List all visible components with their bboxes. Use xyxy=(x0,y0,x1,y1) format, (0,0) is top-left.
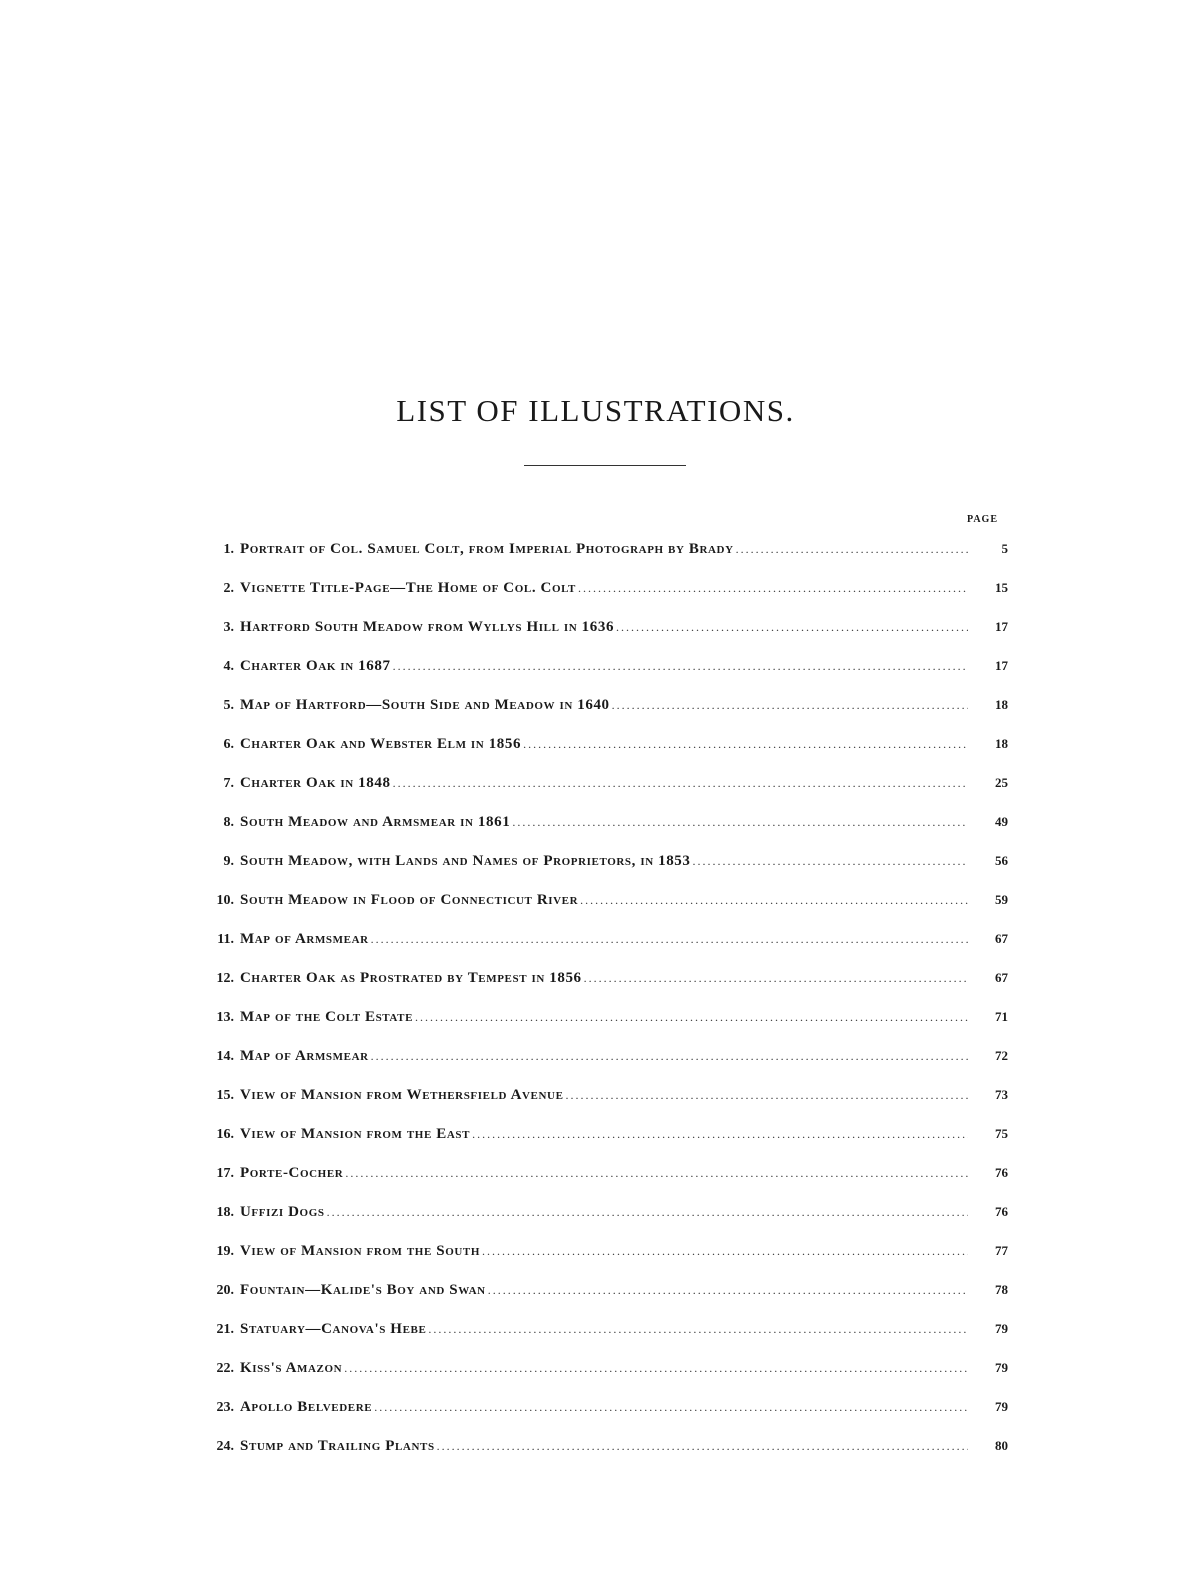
entry-title: South Meadow, with Lands and Names of Proprietors, in 1853 xyxy=(240,853,691,869)
entry-number: 8. xyxy=(223,815,234,830)
dot-leader xyxy=(415,1010,968,1025)
entry-number: 15. xyxy=(216,1088,234,1103)
entry-number: 5. xyxy=(223,698,234,713)
entry-title: South Meadow in Flood of Connecticut River xyxy=(240,892,579,908)
entry-title: Statuary—Canova's Hebe xyxy=(240,1321,427,1337)
list-item xyxy=(196,619,1008,658)
entry-title: Stump and Trailing Plants xyxy=(240,1438,435,1454)
entry-page: 56 xyxy=(995,853,1008,868)
dot-leader xyxy=(344,1361,968,1376)
entry-number: 24. xyxy=(216,1439,234,1454)
entry-title: South Meadow and Armsmear in 1861 xyxy=(240,814,511,830)
entry-title: Vignette Title-Page—The Home of Col. Colt xyxy=(240,580,576,596)
list-item xyxy=(196,658,1008,697)
dot-leader xyxy=(428,1322,968,1337)
entry-number: 22. xyxy=(216,1361,234,1376)
entry-page: 67 xyxy=(995,931,1008,946)
entry-title: Map of the Colt Estate xyxy=(240,1009,414,1025)
entry-number: 21. xyxy=(216,1322,234,1337)
entry-title: Map of Armsmear xyxy=(240,1048,369,1064)
dot-leader xyxy=(327,1205,968,1220)
entry-number: 19. xyxy=(216,1244,234,1259)
entry-page: 17 xyxy=(995,619,1008,634)
entry-page: 73 xyxy=(995,1087,1008,1102)
dot-leader xyxy=(578,581,968,596)
list-item xyxy=(196,580,1008,619)
entry-page: 76 xyxy=(995,1204,1008,1219)
entry-title: Porte-Cocher xyxy=(240,1165,344,1181)
entry-title: Kiss's Amazon xyxy=(240,1360,343,1376)
dot-leader xyxy=(393,776,968,791)
entry-page: 49 xyxy=(995,814,1008,829)
entry-number: 20. xyxy=(216,1283,234,1298)
entry-title: Map of Armsmear xyxy=(240,931,369,947)
entry-number: 13. xyxy=(216,1010,234,1025)
dot-leader xyxy=(616,620,968,635)
entry-page: 17 xyxy=(995,658,1008,673)
dot-leader xyxy=(437,1439,968,1454)
dot-leader xyxy=(580,893,968,908)
entry-page: 78 xyxy=(995,1282,1008,1297)
entry-page: 15 xyxy=(995,580,1008,595)
title-divider xyxy=(524,465,686,466)
entry-number: 3. xyxy=(223,620,234,635)
list-item xyxy=(196,1438,1008,1477)
dot-leader xyxy=(523,737,968,752)
entry-number: 16. xyxy=(216,1127,234,1142)
entry-page: 79 xyxy=(995,1321,1008,1336)
entry-number: 23. xyxy=(216,1400,234,1415)
dot-leader xyxy=(584,971,968,986)
list-item xyxy=(196,1321,1008,1360)
dot-leader xyxy=(612,698,968,713)
entry-number: 11. xyxy=(217,932,234,947)
list-item xyxy=(196,814,1008,853)
list-item xyxy=(196,1087,1008,1126)
dot-leader xyxy=(371,1049,968,1064)
entry-number: 2. xyxy=(223,581,234,596)
entry-title: Portrait of Col. Samuel Colt, from Imperial Photograph by Brady xyxy=(240,541,734,557)
dot-leader xyxy=(693,854,969,869)
list-item xyxy=(196,1282,1008,1321)
list-item xyxy=(196,1399,1008,1438)
entry-title: Charter Oak in 1687 xyxy=(240,658,391,674)
entry-title: View of Mansion from the East xyxy=(240,1126,471,1142)
entry-number: 1. xyxy=(223,542,234,557)
list-item xyxy=(196,1360,1008,1399)
entry-number: 12. xyxy=(216,971,234,986)
entry-title: Fountain—Kalide's Boy and Swan xyxy=(240,1282,486,1298)
entry-number: 9. xyxy=(223,854,234,869)
list-item xyxy=(196,970,1008,1009)
list-item xyxy=(196,697,1008,736)
list-item xyxy=(196,931,1008,970)
entry-page: 76 xyxy=(995,1165,1008,1180)
entry-page: 67 xyxy=(995,970,1008,985)
entry-page: 5 xyxy=(1001,541,1008,556)
entry-title: View of Mansion from the South xyxy=(240,1243,480,1259)
entry-title: Apollo Belvedere xyxy=(240,1399,373,1415)
list-item xyxy=(196,1204,1008,1243)
entry-title: Map of Hartford—South Side and Meadow in 1640 xyxy=(240,697,610,713)
dot-leader xyxy=(472,1127,968,1142)
entry-title: Charter Oak as Prostrated by Tempest in 1856 xyxy=(240,970,582,986)
entry-page: 71 xyxy=(995,1009,1008,1024)
entry-number: 6. xyxy=(223,737,234,752)
entry-title: Charter Oak and Webster Elm in 1856 xyxy=(240,736,522,752)
entry-title: Hartford South Meadow from Wyllys Hill in 1636 xyxy=(240,619,615,635)
list-item xyxy=(196,1048,1008,1087)
page-title: LIST OF ILLUSTRATIONS. xyxy=(396,392,795,428)
illustrations-list xyxy=(196,541,1008,1477)
entry-number: 17. xyxy=(216,1166,234,1181)
dot-leader xyxy=(393,659,968,674)
list-item xyxy=(196,775,1008,814)
dot-leader xyxy=(374,1400,968,1415)
entry-page: 79 xyxy=(995,1360,1008,1375)
entry-page: 77 xyxy=(995,1243,1008,1258)
list-item xyxy=(196,1243,1008,1282)
entry-number: 7. xyxy=(223,776,234,791)
entry-title: Charter Oak in 1848 xyxy=(240,775,391,791)
list-item xyxy=(196,892,1008,931)
list-item xyxy=(196,1165,1008,1204)
dot-leader xyxy=(736,542,968,557)
list-item xyxy=(196,853,1008,892)
list-item xyxy=(196,541,1008,580)
dot-leader xyxy=(371,932,968,947)
entry-title: Uffizi Dogs xyxy=(240,1204,325,1220)
entry-page: 75 xyxy=(995,1126,1008,1141)
entry-page: 59 xyxy=(995,892,1008,907)
dot-leader xyxy=(345,1166,968,1181)
entry-number: 10. xyxy=(216,893,234,908)
page-column-heading: PAGE xyxy=(966,514,998,525)
entry-title: View of Mansion from Wethersfield Avenue xyxy=(240,1087,564,1103)
list-item xyxy=(196,736,1008,775)
list-item xyxy=(196,1126,1008,1165)
entry-page: 18 xyxy=(995,736,1008,751)
list-item xyxy=(196,1009,1008,1048)
entry-number: 18. xyxy=(216,1205,234,1220)
dot-leader xyxy=(488,1283,968,1298)
entry-page: 25 xyxy=(995,775,1008,790)
entry-page: 79 xyxy=(995,1399,1008,1414)
entry-page: 18 xyxy=(995,697,1008,712)
dot-leader xyxy=(566,1088,968,1103)
dot-leader xyxy=(512,815,968,830)
entry-page: 72 xyxy=(995,1048,1008,1063)
dot-leader xyxy=(482,1244,968,1259)
entry-number: 14. xyxy=(216,1049,234,1064)
entry-page: 80 xyxy=(995,1438,1008,1453)
entry-number: 4. xyxy=(223,659,234,674)
